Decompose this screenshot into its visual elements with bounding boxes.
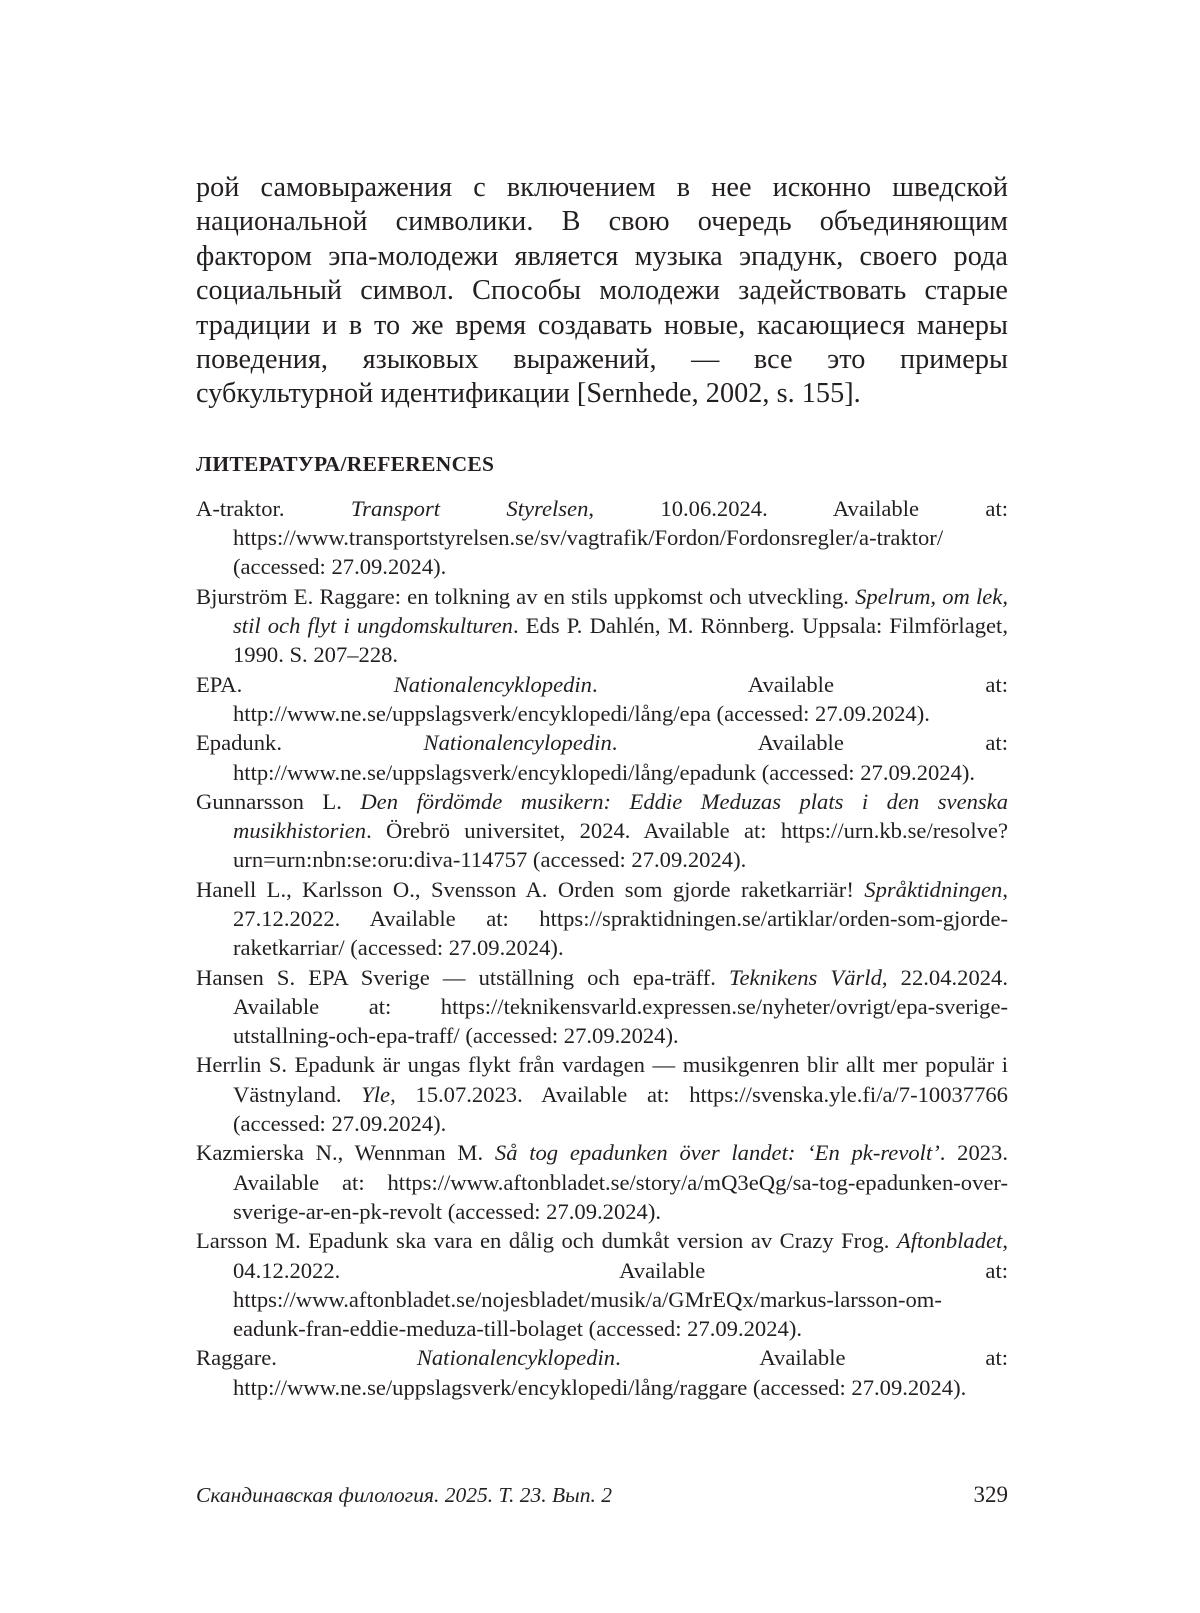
reference-item: A-traktor. Transport Styrelsen, 10.06.2024. Available at: https://www.transportstyrelsen.se/sv/vagtrafik/Fordon/Fordonsregler/a-traktor/ (accessed: 27.09.2024). (196, 495, 1008, 580)
reference-item: EPA. Nationalencyklopedin. Available at: http://www.ne.se/uppslagsverk/encyklopedi/lång/epa (accessed: 27.09.2024). (196, 671, 1008, 726)
reference-item: Hanell L., Karlsson O., Svensson A. Orden som gjorde raketkarriär! Språktidningen, 27.12.2022. Available at: https://spraktidningen.se/artiklar/orden-som-gjorde-raketkarriar/ (accessed: 27.09.2024). (196, 876, 1008, 961)
page-number: 329 (973, 1482, 1008, 1507)
reference-item: Hansen S. EPA Sverige — utställning och epa-träff. Teknikens Värld, 22.04.2024. Available at: https://teknikensvarld.expressen.se/nyheter/ovrigt/epa-sverige-utstallning-och-epa-traff/ (accessed: 27.09.2024). (196, 964, 1008, 1049)
page-content (196, 171, 1008, 1402)
references-list (196, 494, 1008, 1402)
reference-item: Epadunk. Nationalencylopedin. Available at: http://www.ne.se/uppslagsverk/encyklopedi/lång/epadunk (accessed: 27.09.2024). (196, 730, 1008, 785)
reference-item: Bjurström E. Raggare: en tolkning av en stils uppkomst och utveckling. Spelrum, om lek, stil och flyt i ungdomskulturen. Eds P. Dahlén, M. Rönnberg. Uppsala: Filmförlaget, 1990. S. 207–228. (196, 583, 1008, 668)
reference-item: Gunnarsson L. Den fördömde musikern: Eddie Meduzas plats i den svenska musikhistorien. Örebrö universitet, 2024. Available at: https://urn.kb.se/resolve?urn=urn:nbn:se:oru:diva-114757 (accessed: 27.09.2024). (196, 788, 1009, 873)
page-footer (196, 1479, 1008, 1511)
reference-item: Raggare. Nationalencyklopedin. Available at: http://www.ne.se/uppslagsverk/encyklopedi/lång/raggare (accessed: 27.09.2024). (196, 1345, 1008, 1400)
reference-item: Kazmierska N., Wennman M. Så tog epadunken över landet: ‘En pk-revolt’. 2023. Available at: https://www.aftonbladet.se/story/a/mQ3eQg/sa-tog-epadunken-over-sverige-ar-en-pk-revolt (accessed: 27.09.2024). (196, 1140, 1008, 1224)
reference-item: Larsson M. Epadunk ska vara en dålig och dumkåt version av Crazy Frog. Aftonbladet, 04.12.2022. Available at: https://www.aftonbladet.se/nojesbladet/musik/a/GMrEQx/markus-larsson-om-eadunk-fran-eddie-meduza-till-bolaget (accessed: 27.09.2024). (196, 1228, 1008, 1342)
body-paragraph: рой самовыражения с включением в нее исконно шведской национальной символики. В свою очередь объединяющим фактором эпа-молодежи является музыка эпадунк, своего рода социальный символ. Способы молодежи задействовать старые традиции и в то же время создавать новые, касающиеся манеры поведения, языковых выражений, — все это примеры субкультурной идентификации [Sernhede, 2002, s. 155]. (196, 172, 1008, 410)
journal-title: Скандинавская филология. 2025. Т. 23. Вып. 2 (196, 1483, 612, 1507)
references-heading: ЛИТЕРАТУРА/REFERENCES (196, 451, 495, 476)
reference-item: Herrlin S. Epadunk är ungas flykt från vardagen — musikgenren blir allt mer populär i Västnyland. Yle, 15.07.2023. Available at: https://svenska.yle.fi/a/7-10037766 (accessed: 27.09.2024). (196, 1052, 1008, 1137)
